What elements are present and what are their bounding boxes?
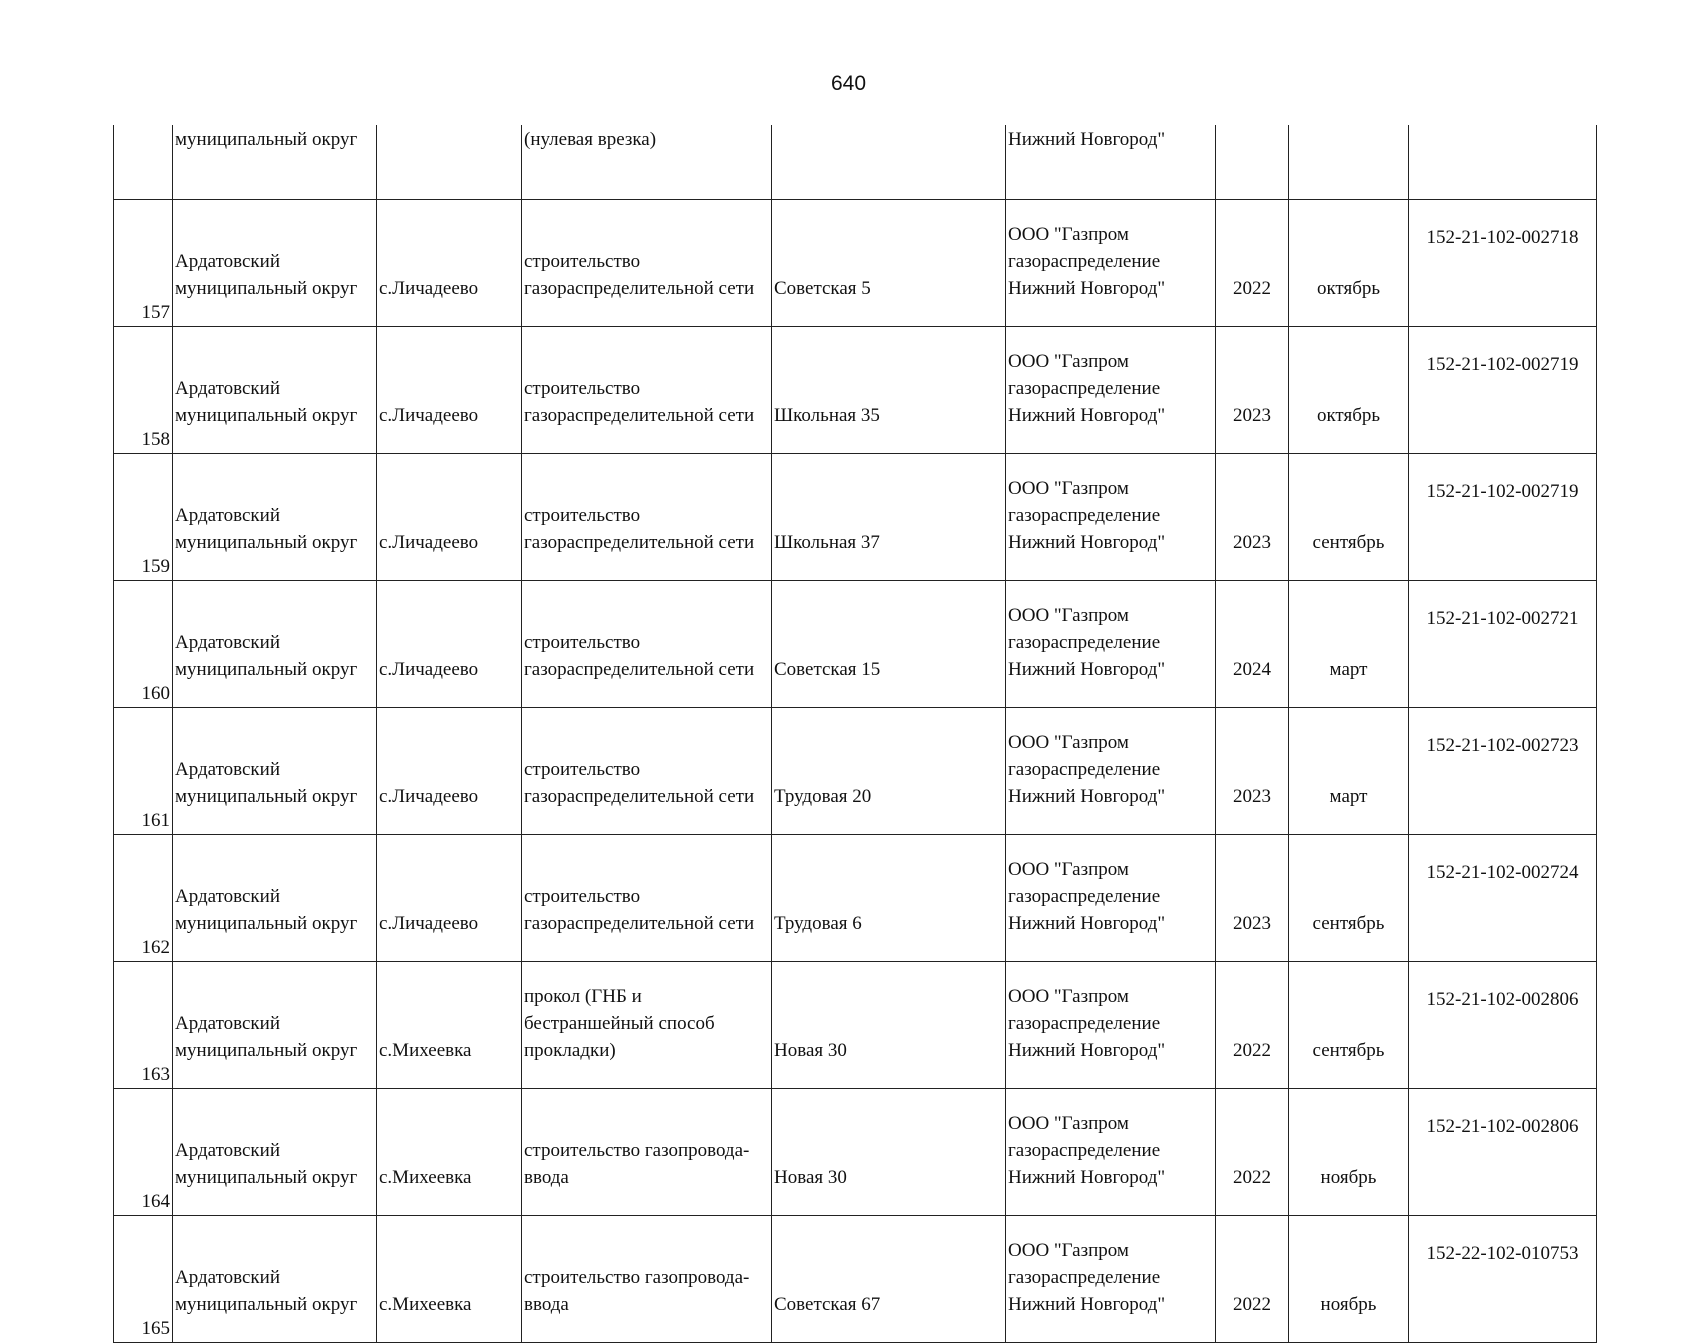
district-cell: Ардатовский муниципальный округ <box>173 962 377 1089</box>
row-number-cell: 163 <box>114 962 173 1089</box>
table-row <box>114 200 1597 327</box>
year-cell: 2022 <box>1216 1089 1289 1216</box>
organization-cell: ООО "Газпром газораспределение Нижний Новгород" <box>1006 454 1216 581</box>
year-cell: 2023 <box>1216 708 1289 835</box>
locality-cell: с.Личадеево <box>377 835 522 962</box>
row-number-cell: 165 <box>114 1216 173 1343</box>
work-type-cell: строительство газораспределительной сети <box>522 454 772 581</box>
address-cell <box>772 125 1006 200</box>
table-row <box>114 454 1597 581</box>
page-number: 640 <box>830 72 867 95</box>
code-cell: 152-21-102-002718 <box>1409 200 1597 327</box>
row-number-cell: 162 <box>114 835 173 962</box>
work-type-cell: прокол (ГНБ и бестраншейный способ прокладки) <box>522 962 772 1089</box>
year-cell: 2022 <box>1216 962 1289 1089</box>
table-row <box>114 327 1597 454</box>
organization-cell: ООО "Газпром газораспределение Нижний Новгород" <box>1006 327 1216 454</box>
work-type-cell: (нулевая врезка) <box>522 125 772 200</box>
work-type-cell: строительство газопровода-ввода <box>522 1216 772 1343</box>
organization-cell: ООО "Газпром газораспределение Нижний Новгород" <box>1006 581 1216 708</box>
address-cell: Трудовая 6 <box>772 835 1006 962</box>
year-cell: 2023 <box>1216 327 1289 454</box>
month-cell: сентябрь <box>1289 835 1409 962</box>
locality-cell: с.Личадеево <box>377 581 522 708</box>
code-cell: 152-21-102-002806 <box>1409 962 1597 1089</box>
year-cell: 2022 <box>1216 200 1289 327</box>
row-number-cell: 164 <box>114 1089 173 1216</box>
row-number-cell <box>114 125 173 200</box>
district-cell: Ардатовский муниципальный округ <box>173 835 377 962</box>
locality-cell: с.Личадеево <box>377 327 522 454</box>
year-cell: 2022 <box>1216 1216 1289 1343</box>
address-cell: Школьная 37 <box>772 454 1006 581</box>
month-cell: март <box>1289 708 1409 835</box>
work-type-cell: строительство газопровода-ввода <box>522 1089 772 1216</box>
code-cell: 152-21-102-002719 <box>1409 454 1597 581</box>
organization-cell: ООО "Газпром газораспределение Нижний Новгород" <box>1006 1089 1216 1216</box>
code-cell: 152-21-102-002719 <box>1409 327 1597 454</box>
month-cell: сентябрь <box>1289 962 1409 1089</box>
organization-cell: ООО "Газпром газораспределение Нижний Новгород" <box>1006 1216 1216 1343</box>
district-cell: Ардатовский муниципальный округ <box>173 1216 377 1343</box>
code-cell: 152-21-102-002724 <box>1409 835 1597 962</box>
table-row-continued <box>114 125 1597 200</box>
address-cell: Трудовая 20 <box>772 708 1006 835</box>
work-type-cell: строительство газораспределительной сети <box>522 835 772 962</box>
table-row <box>114 835 1597 962</box>
district-cell: Ардатовский муниципальный округ <box>173 581 377 708</box>
code-cell: 152-21-102-002721 <box>1409 581 1597 708</box>
table-row <box>114 1089 1597 1216</box>
locality-cell: с.Михеевка <box>377 1089 522 1216</box>
address-cell: Новая 30 <box>772 1089 1006 1216</box>
work-type-cell: строительство газораспределительной сети <box>522 200 772 327</box>
locality-cell <box>377 125 522 200</box>
row-number-cell: 157 <box>114 200 173 327</box>
address-cell: Советская 15 <box>772 581 1006 708</box>
month-cell <box>1289 125 1409 200</box>
organization-cell: ООО "Газпром газораспределение Нижний Новгород" <box>1006 708 1216 835</box>
row-number-cell: 161 <box>114 708 173 835</box>
month-cell: октябрь <box>1289 200 1409 327</box>
district-cell: Ардатовский муниципальный округ <box>173 708 377 835</box>
locality-cell: с.Михеевка <box>377 962 522 1089</box>
address-cell: Школьная 35 <box>772 327 1006 454</box>
year-cell <box>1216 125 1289 200</box>
district-cell: муниципальный округ <box>173 125 377 200</box>
row-number-cell: 159 <box>114 454 173 581</box>
table-row <box>114 962 1597 1089</box>
work-type-cell: строительство газораспределительной сети <box>522 708 772 835</box>
year-cell: 2023 <box>1216 454 1289 581</box>
locality-cell: с.Личадеево <box>377 708 522 835</box>
gas-connection-table <box>113 125 1597 1343</box>
month-cell: март <box>1289 581 1409 708</box>
month-cell: ноябрь <box>1289 1089 1409 1216</box>
organization-cell: ООО "Газпром газораспределение Нижний Новгород" <box>1006 835 1216 962</box>
district-cell: Ардатовский муниципальный округ <box>173 1089 377 1216</box>
work-type-cell: строительство газораспределительной сети <box>522 327 772 454</box>
code-cell <box>1409 125 1597 200</box>
row-number-cell: 158 <box>114 327 173 454</box>
year-cell: 2024 <box>1216 581 1289 708</box>
locality-cell: с.Личадеево <box>377 200 522 327</box>
locality-cell: с.Михеевка <box>377 1216 522 1343</box>
table-row <box>114 708 1597 835</box>
table-row <box>114 1216 1597 1343</box>
locality-cell: с.Личадеево <box>377 454 522 581</box>
address-cell: Новая 30 <box>772 962 1006 1089</box>
code-cell: 152-21-102-002806 <box>1409 1089 1597 1216</box>
work-type-cell: строительство газораспределительной сети <box>522 581 772 708</box>
row-number-cell: 160 <box>114 581 173 708</box>
organization-cell: ООО "Газпром газораспределение Нижний Новгород" <box>1006 200 1216 327</box>
code-cell: 152-21-102-002723 <box>1409 708 1597 835</box>
district-cell: Ардатовский муниципальный округ <box>173 327 377 454</box>
year-cell: 2023 <box>1216 835 1289 962</box>
district-cell: Ардатовский муниципальный округ <box>173 200 377 327</box>
month-cell: октябрь <box>1289 327 1409 454</box>
organization-cell: ООО "Газпром газораспределение Нижний Новгород" <box>1006 962 1216 1089</box>
table-body <box>114 200 1597 1343</box>
address-cell: Советская 67 <box>772 1216 1006 1343</box>
organization-cell: Нижний Новгород" <box>1006 125 1216 200</box>
month-cell: ноябрь <box>1289 1216 1409 1343</box>
address-cell: Советская 5 <box>772 200 1006 327</box>
district-cell: Ардатовский муниципальный округ <box>173 454 377 581</box>
code-cell: 152-22-102-010753 <box>1409 1216 1597 1343</box>
month-cell: сентябрь <box>1289 454 1409 581</box>
table-row <box>114 581 1597 708</box>
